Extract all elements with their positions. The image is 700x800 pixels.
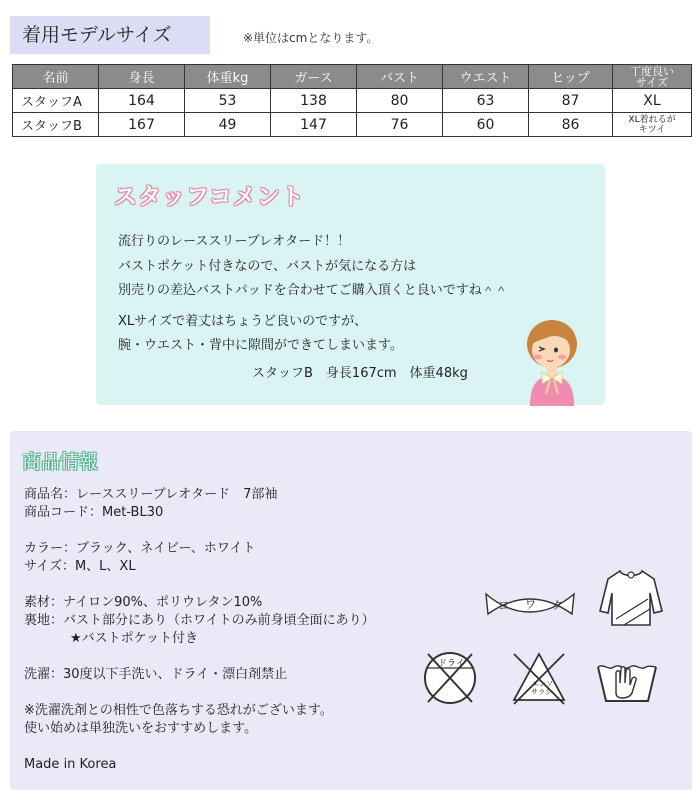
cell-best-size: XL着れるが キツイ bbox=[613, 113, 692, 137]
cell-weight: 53 bbox=[185, 89, 271, 113]
staff-comment-title: スタッフコメント bbox=[114, 184, 305, 210]
product-info-title: 商品情報 bbox=[22, 451, 99, 473]
table-row bbox=[13, 113, 692, 137]
table-row bbox=[13, 89, 692, 113]
cell-height: 164 bbox=[99, 89, 185, 113]
cell-bust: 76 bbox=[357, 113, 443, 137]
product-color: カラー：ブラック、ネイビー、ホワイト bbox=[24, 541, 256, 556]
product-note: ※洗濯洗剤との相性で色落ちする恐れがございます。 bbox=[24, 703, 333, 718]
cell-name: スタッフA bbox=[13, 89, 99, 113]
cell-height: 167 bbox=[99, 113, 185, 137]
cell-hip: 87 bbox=[529, 89, 613, 113]
model-size-table bbox=[12, 64, 692, 137]
dry-label: ドライ bbox=[438, 659, 465, 669]
wring-char: ク bbox=[552, 599, 563, 612]
cell-name: スタッフB bbox=[13, 113, 99, 137]
product-pocket: ★バストポケット付き bbox=[70, 631, 199, 646]
product-origin: Made in Korea bbox=[24, 757, 117, 772]
product-info-text bbox=[24, 486, 375, 774]
product-note: 使い始めは単独洗いをおすすめします。 bbox=[24, 721, 258, 736]
staff-signature: スタッフB 身長167cm 体重48kg bbox=[252, 366, 468, 381]
product-material: 素材：ナイロン90%、ポリウレタン10% bbox=[24, 595, 263, 610]
header-waist: ウエスト bbox=[443, 65, 529, 89]
model-size-title: 着用モデルサイズ bbox=[10, 16, 210, 54]
cell-best-size: XL bbox=[613, 89, 692, 113]
header-hip: ヒップ bbox=[529, 65, 613, 89]
unit-note: ※単位はcmとなります。 bbox=[243, 31, 379, 45]
bleach-label: エンソサラシ bbox=[531, 680, 553, 696]
comment-line: 別売りの差込バストパッドを合わせてご購入頂くと良いですね＾＾ bbox=[118, 283, 508, 298]
product-wash: 洗濯：30度以下手洗い、ドライ・漂白剤禁止 bbox=[24, 667, 288, 682]
comment-line: バストポケット付きなので、バストが気になる方は bbox=[118, 258, 417, 274]
product-info-box bbox=[10, 431, 692, 790]
staff-girl-illustration bbox=[524, 314, 584, 406]
product-code: 商品コード：Met-BL30 bbox=[24, 505, 164, 520]
comment-line: 腕・ウエスト・背中に隙間ができてしまいます。 bbox=[118, 338, 403, 353]
cell-weight: 49 bbox=[185, 113, 271, 137]
header-weight: 体重kg bbox=[185, 65, 271, 89]
hand-wash-icon bbox=[594, 653, 660, 705]
wring-char: ワ bbox=[525, 598, 536, 611]
cell-girth: 138 bbox=[271, 89, 357, 113]
cell-hip: 86 bbox=[529, 113, 613, 137]
header-best-size: 丁度良い サイズ bbox=[613, 65, 692, 89]
staff-comment-box bbox=[96, 164, 605, 405]
staff-comment-text bbox=[118, 230, 508, 359]
product-size: サイズ：M、L、XL bbox=[24, 559, 136, 574]
header-name: 名前 bbox=[13, 65, 99, 89]
header-girth: ガース bbox=[271, 65, 357, 89]
product-name: 商品名：レーススリーブレオタード 7部袖 bbox=[24, 487, 278, 502]
cell-waist: 63 bbox=[443, 89, 529, 113]
shirt-dry-icon bbox=[596, 567, 666, 631]
no-dryclean-icon bbox=[420, 648, 480, 708]
cell-bust: 80 bbox=[357, 89, 443, 113]
comment-line: XLサイズで着丈はちょうど良いのですが、 bbox=[118, 313, 368, 329]
no-bleach-icon bbox=[510, 648, 568, 706]
cell-girth: 147 bbox=[271, 113, 357, 137]
comment-line: 流行りのレーススリーブレオタード！！ bbox=[118, 234, 351, 249]
product-lining: 裏地：バスト部分にあり（ホワイトのみ前身頃全面にあり） bbox=[24, 613, 375, 628]
cell-waist: 60 bbox=[443, 113, 529, 137]
wring-weak-icon bbox=[484, 588, 576, 620]
wring-char: ヨ bbox=[498, 599, 509, 612]
header-bust: バスト bbox=[357, 65, 443, 89]
header-height: 身長 bbox=[99, 65, 185, 89]
table-header-row bbox=[13, 65, 692, 89]
